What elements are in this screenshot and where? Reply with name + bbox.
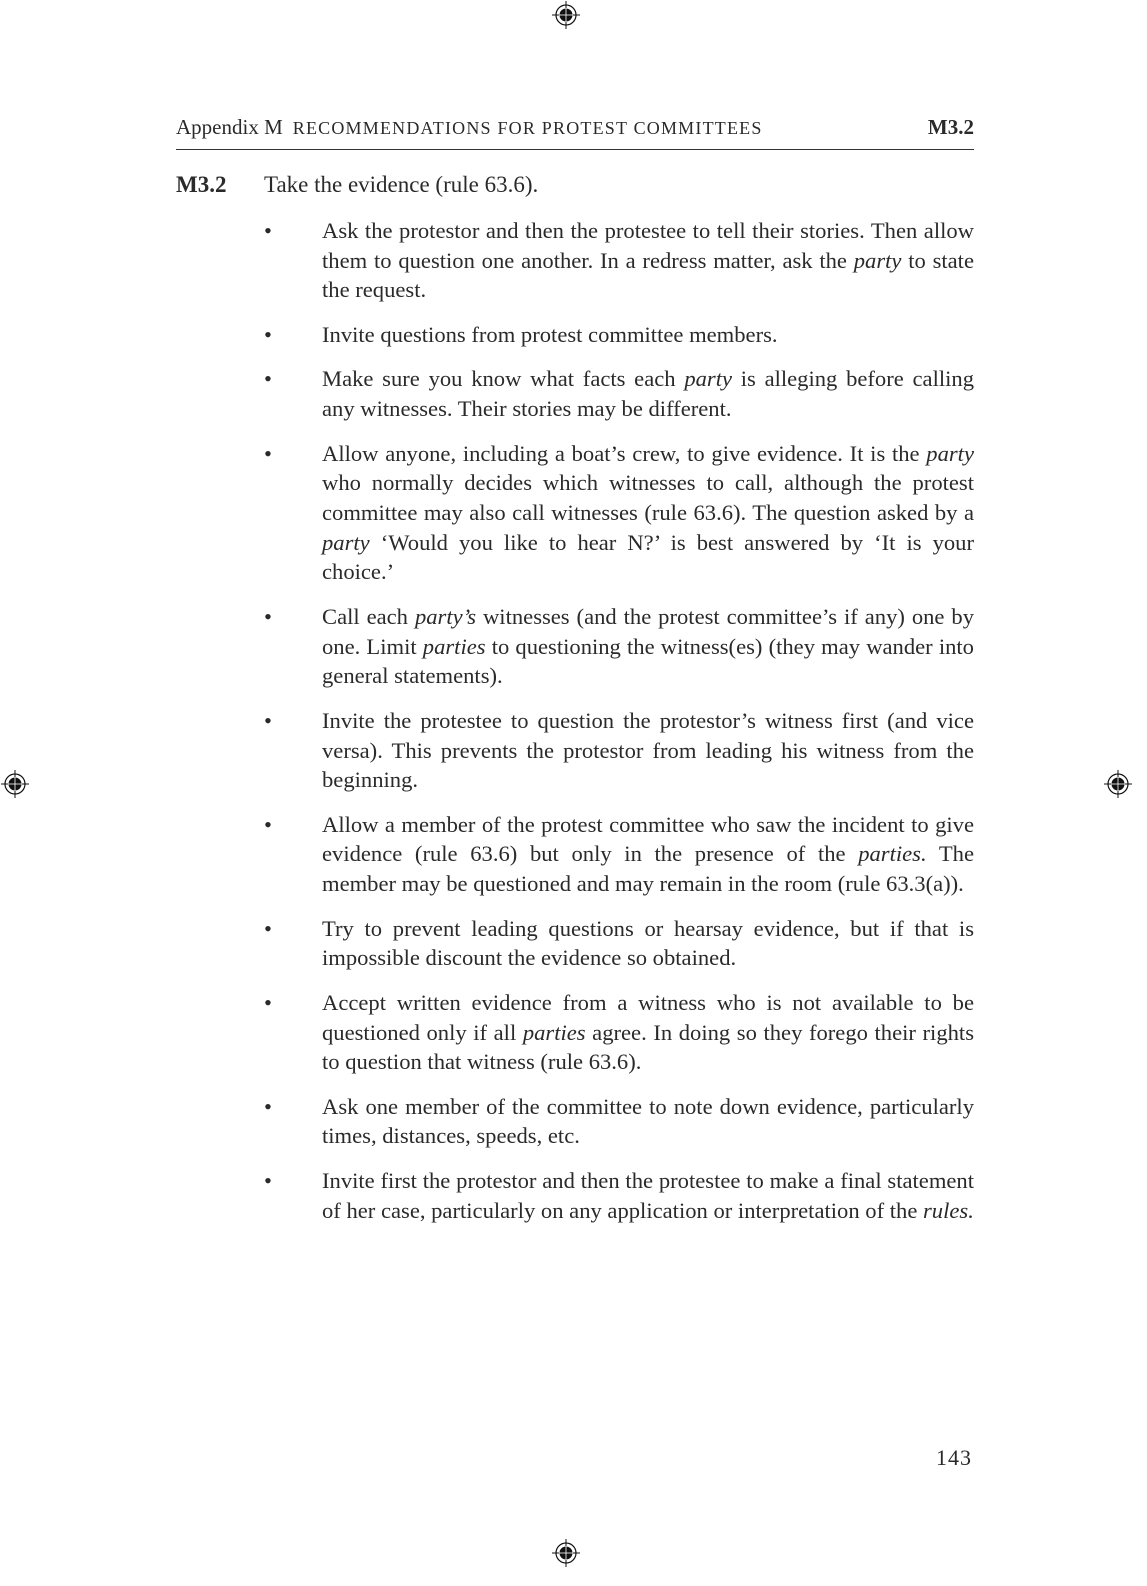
- defined-term: parties.: [858, 841, 927, 867]
- registration-mark-top-icon: [551, 0, 581, 30]
- list-item-text: Ask one member of the committee to note down evidence, particularly times, distances, speeds, etc.: [322, 1093, 974, 1149]
- list-item-text: Make sure you know what facts each: [322, 366, 685, 392]
- list-item: [264, 320, 974, 350]
- defined-term: parties: [522, 1019, 586, 1045]
- list-item-text: who normally decides which witnesses to call, although the protest committee may also call witnesses (rule 63.6). The question asked by a: [322, 470, 974, 526]
- bullet-icon: •: [264, 603, 272, 629]
- list-item-text: Ask the protestor and then the protestee to tell their stories. Then allow them to question one another. In a redress matter, ask the: [322, 218, 974, 273]
- section-title: Take the evidence (rule 63.6).: [264, 172, 539, 197]
- list-item: [264, 914, 974, 973]
- registration-mark-right-icon: [1103, 769, 1133, 799]
- list-item: [264, 364, 974, 423]
- list-item-text: Call each: [322, 603, 415, 629]
- list-item-text: to state the request.: [322, 247, 974, 303]
- bullet-icon: •: [264, 707, 272, 733]
- list-item-text: agree. In doing so they forego their rights to question that witness (rule 63.6).: [322, 1019, 974, 1075]
- defined-term: parties: [422, 633, 486, 659]
- section-number: M3.2: [176, 172, 227, 197]
- registration-mark-left-icon: [0, 769, 30, 799]
- list-item-text: to questioning the witness(es) (they may wander into general statements).: [322, 633, 974, 689]
- bullet-list: [264, 216, 974, 1240]
- list-item-text: witnesses (and the protest committee’s if any) one by one. Limit: [322, 603, 974, 659]
- list-item-text: Allow a member of the protest committee who saw the incident to give evidence (rule 63.6) but only in the presence of the: [322, 811, 974, 867]
- bullet-icon: •: [264, 915, 272, 941]
- list-item: [264, 439, 974, 588]
- list-item-text: ‘Would you like to hear N?’ is best answered by ‘It is your choice.’: [322, 529, 974, 585]
- bullet-icon: •: [264, 1093, 272, 1119]
- bullet-icon: •: [264, 218, 272, 243]
- defined-term: party: [853, 247, 902, 273]
- list-item-text: Invite the protestee to question the protestor’s witness first (and vice versa). This prevents the protestor from leading his witness from the beginning.: [322, 707, 974, 793]
- defined-term: party: [684, 366, 733, 392]
- header-section-ref: M3.2: [927, 115, 974, 139]
- header-title: RECOMMENDATIONS FOR PROTEST COMMITTEES: [292, 118, 763, 138]
- bullet-icon: •: [264, 321, 272, 347]
- list-item: [264, 216, 974, 305]
- bullet-icon: •: [264, 811, 272, 837]
- defined-term: party’s: [414, 603, 477, 629]
- defined-term: party: [322, 529, 370, 555]
- registration-mark-bottom-icon: [551, 1538, 581, 1568]
- list-item: [264, 988, 974, 1077]
- header-appendix: Appendix M: [176, 115, 283, 139]
- page-number: 143: [936, 1445, 972, 1470]
- header-left: [176, 115, 763, 140]
- bullet-icon: •: [264, 440, 272, 466]
- list-item-text: Accept written evidence from a witness who is not available to be questioned only if all: [322, 989, 974, 1045]
- list-item-text: Allow anyone, including a boat’s crew, to give evidence. It is the: [322, 440, 927, 466]
- bullet-icon: •: [264, 1167, 272, 1193]
- list-item: [264, 810, 974, 899]
- list-item: [264, 1092, 974, 1151]
- list-item-text: is alleging before calling any witnesses. Their stories may be different.: [322, 366, 975, 422]
- bullet-icon: •: [264, 989, 272, 1015]
- bullet-icon: •: [264, 366, 272, 392]
- list-item: [264, 1166, 974, 1225]
- list-item-text: Invite questions from protest committee members.: [322, 321, 778, 347]
- list-item: [264, 602, 974, 691]
- list-item-text: Try to prevent leading questions or hearsay evidence, but if that is impossible discount the evidence so obtained.: [322, 915, 974, 971]
- list-item: [264, 706, 974, 795]
- list-item-text: Invite first the protestor and then the protestee to make a final statement of her case, particularly on any application or interpretation of the: [322, 1167, 974, 1223]
- running-header: [176, 113, 974, 150]
- defined-term: rules.: [923, 1197, 974, 1223]
- defined-term: party: [926, 440, 974, 466]
- list-item-text: The member may be questioned and may remain in the room (rule 63.3(a)).: [322, 841, 974, 897]
